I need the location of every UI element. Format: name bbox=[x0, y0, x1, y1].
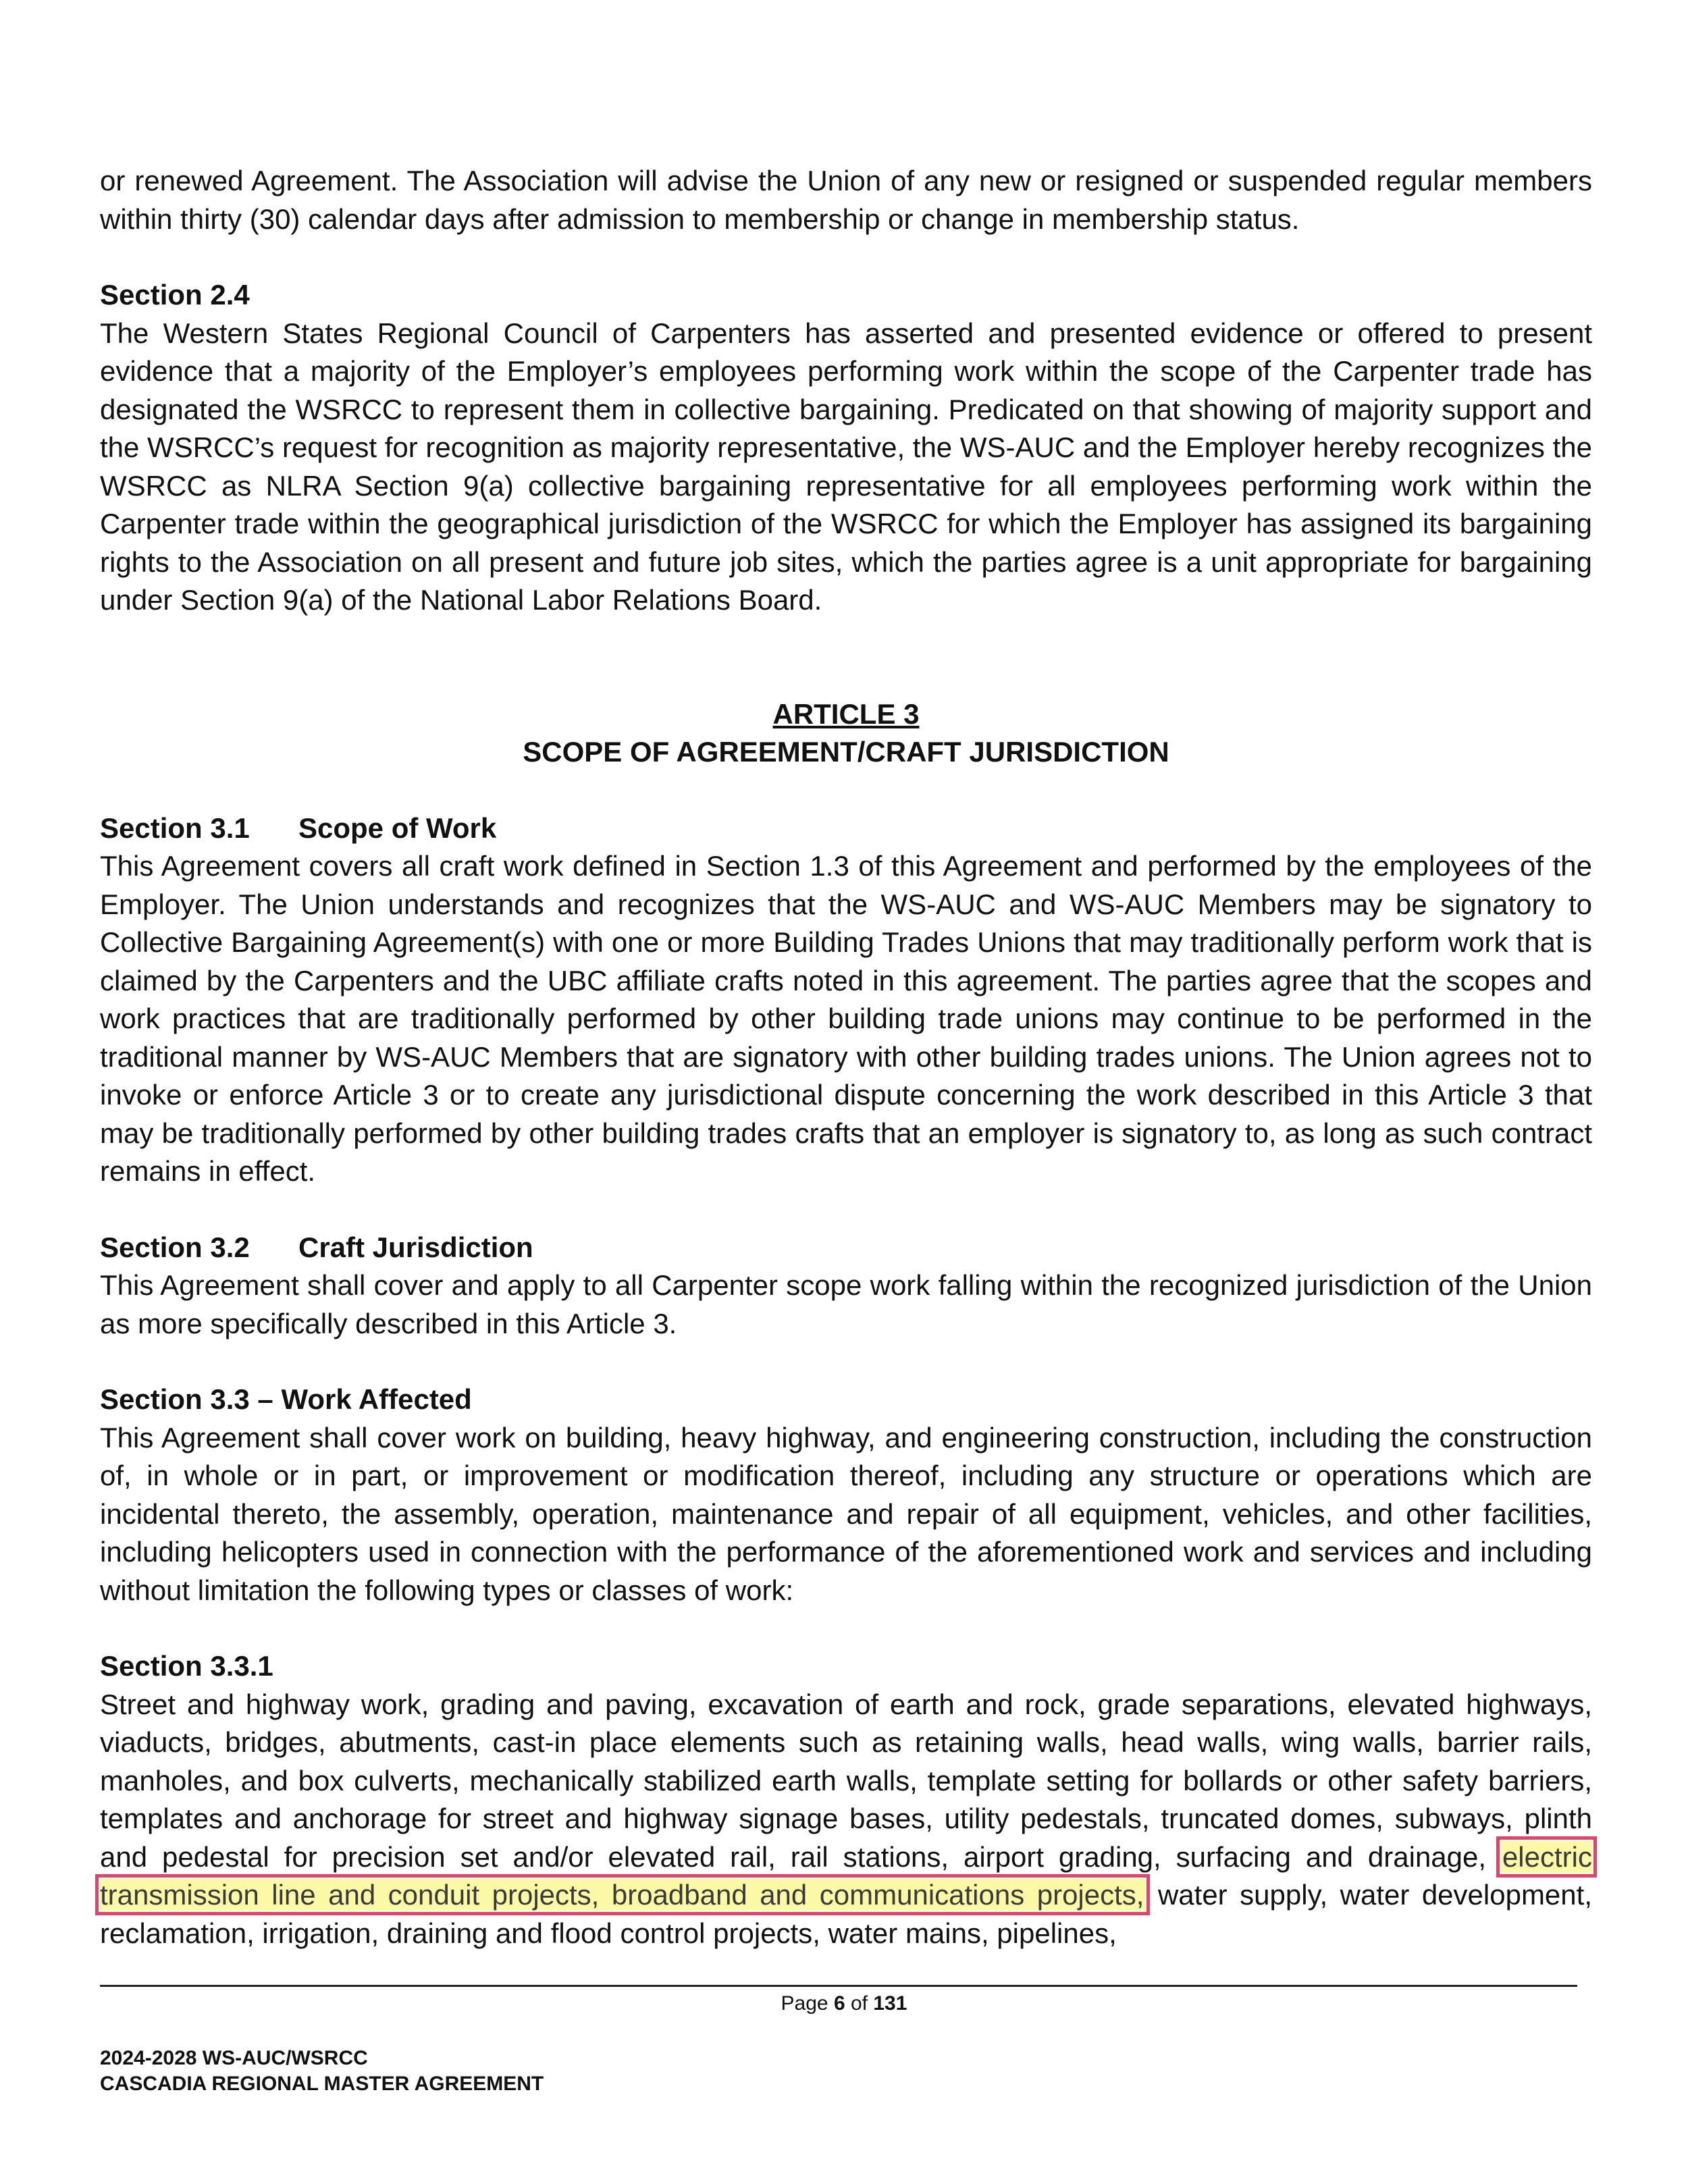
section-3-1-body: This Agreement covers all craft work defined in Section 1.3 of this Agreement and performed by the employees of the Employer. The Union understands and recognizes that the WS-AUC and WS-AUC Members may be signatory to Collective Bargaining Agreement(s) with one or more Building Trades Unions that may traditionally perform work that is claimed by the Carpenters and the UBC affiliate crafts noted in this agreement. The parties agree that the scopes and work practices that are traditionally performed by other building trade unions may continue to be performed in the traditional manner by WS-AUC Members that are signatory with other building trades unions. The Union agrees not to invoke or enforce Article 3 or to create any jurisdictional dispute concerning the work described in this Article 3 that may be traditionally performed by other building trades crafts that an employer is signatory to, as long as such contract remains in effect. bbox=[100, 850, 1592, 1187]
page-number bbox=[0, 1990, 1688, 2017]
section-3-3-1-heading: Section 3.3.1 bbox=[100, 1650, 273, 1682]
section-3-2-heading bbox=[100, 1229, 1592, 1267]
footer-line-1: 2024-2028 WS-AUC/WSRCC bbox=[100, 2047, 368, 2069]
footer-line-2: CASCADIA REGIONAL MASTER AGREEMENT bbox=[100, 2073, 544, 2095]
highlighted-text: electric transmission line and conduit projects, broadband and communications projects, bbox=[100, 1840, 1592, 1911]
footer-divider bbox=[100, 1985, 1577, 1987]
section-3-3-1-body bbox=[100, 1686, 1592, 1953]
section-3-2-title: Craft Jurisdiction bbox=[298, 1231, 533, 1263]
article-label bbox=[100, 695, 1592, 734]
section-3-2-body: This Agreement shall cover and apply to all Carpenter scope work falling within the recognized jurisdiction of the Union as more specifically described in this Article 3. bbox=[100, 1269, 1592, 1339]
section-3-2-number: Section 3.2 bbox=[100, 1231, 250, 1263]
document-footer bbox=[100, 2046, 544, 2097]
article-label-text: ARTICLE 3 bbox=[772, 697, 920, 730]
section-3-3-body: This Agreement shall cover work on building, heavy highway, and engineering construction, including the construction of, in whole or in part, or improvement or modification thereof, including any structure or operations which are incidental thereto, the assembly, operation, maintenance and repair of all equipment, vehicles, and other facilities, including helicopters used in connection with the performance of the aforementioned work and services and including without limitation the following types or classes of work: bbox=[100, 1421, 1592, 1606]
page-content bbox=[100, 162, 1592, 1952]
page-total: 131 bbox=[873, 1992, 907, 2015]
section-2-4-body: The Western States Regional Council of Carpenters has asserted and presented evidence or offered to present evidence that a majority of the Employer’s employees performing work within the scope of the Carpenter trade has designated the WSRCC to represent them in collective bargaining. Predicated on that showing of majority support and the WSRCC’s request for recognition as majority representative, the WS-AUC and the Employer hereby recognizes the WSRCC as NLRA Section 9(a) collective bargaining representative for all employees performing work within the Carpenter trade within the geographical jurisdiction of the WSRCC for which the Employer has assigned its bargaining rights to the Association on all present and future job sites, which the parties agree is a unit appropriate for bargaining under Section 9(a) of the National Labor Relations Board. bbox=[100, 317, 1592, 616]
page-of: of bbox=[851, 1992, 868, 2015]
section-2-4-heading: Section 2.4 bbox=[100, 279, 250, 311]
section-3-3-1-text-before: Street and highway work, grading and paving, excavation of earth and rock, grade separations, elevated highways, viaducts, bridges, abutments, cast-in place elements such as retaining walls, head walls, wing walls, barrier rails, manholes, and box culverts, mechanically stabilized earth walls, template setting for bollards or other safety barriers, templates and anchorage for street and highway signage bases, utility pedestals, truncated domes, subways, plinth and pedestal for precision set and/or elevated rail, rail stations, airport grading, surfacing and drainage, bbox=[100, 1688, 1592, 1873]
section-3-1-heading bbox=[100, 809, 1592, 848]
section-3-1-title: Scope of Work bbox=[298, 811, 497, 844]
page-prefix: Page bbox=[781, 1992, 828, 2015]
section-3-3-1-text-after: water supply, water development, reclamation, irrigation, draining and flood control projects, water mains, pipelines, bbox=[100, 1879, 1592, 1949]
continued-paragraph: or renewed Agreement. The Association will advise the Union of any new or resigned or suspended regular members within thirty (30) calendar days after admission to membership or change in membership status. bbox=[100, 165, 1592, 235]
page-current: 6 bbox=[833, 1992, 845, 2015]
article-title: SCOPE OF AGREEMENT/CRAFT JURISDICTION bbox=[523, 736, 1169, 768]
section-3-3-heading: Section 3.3 – Work Affected bbox=[100, 1383, 472, 1415]
section-3-1-number: Section 3.1 bbox=[100, 811, 250, 844]
